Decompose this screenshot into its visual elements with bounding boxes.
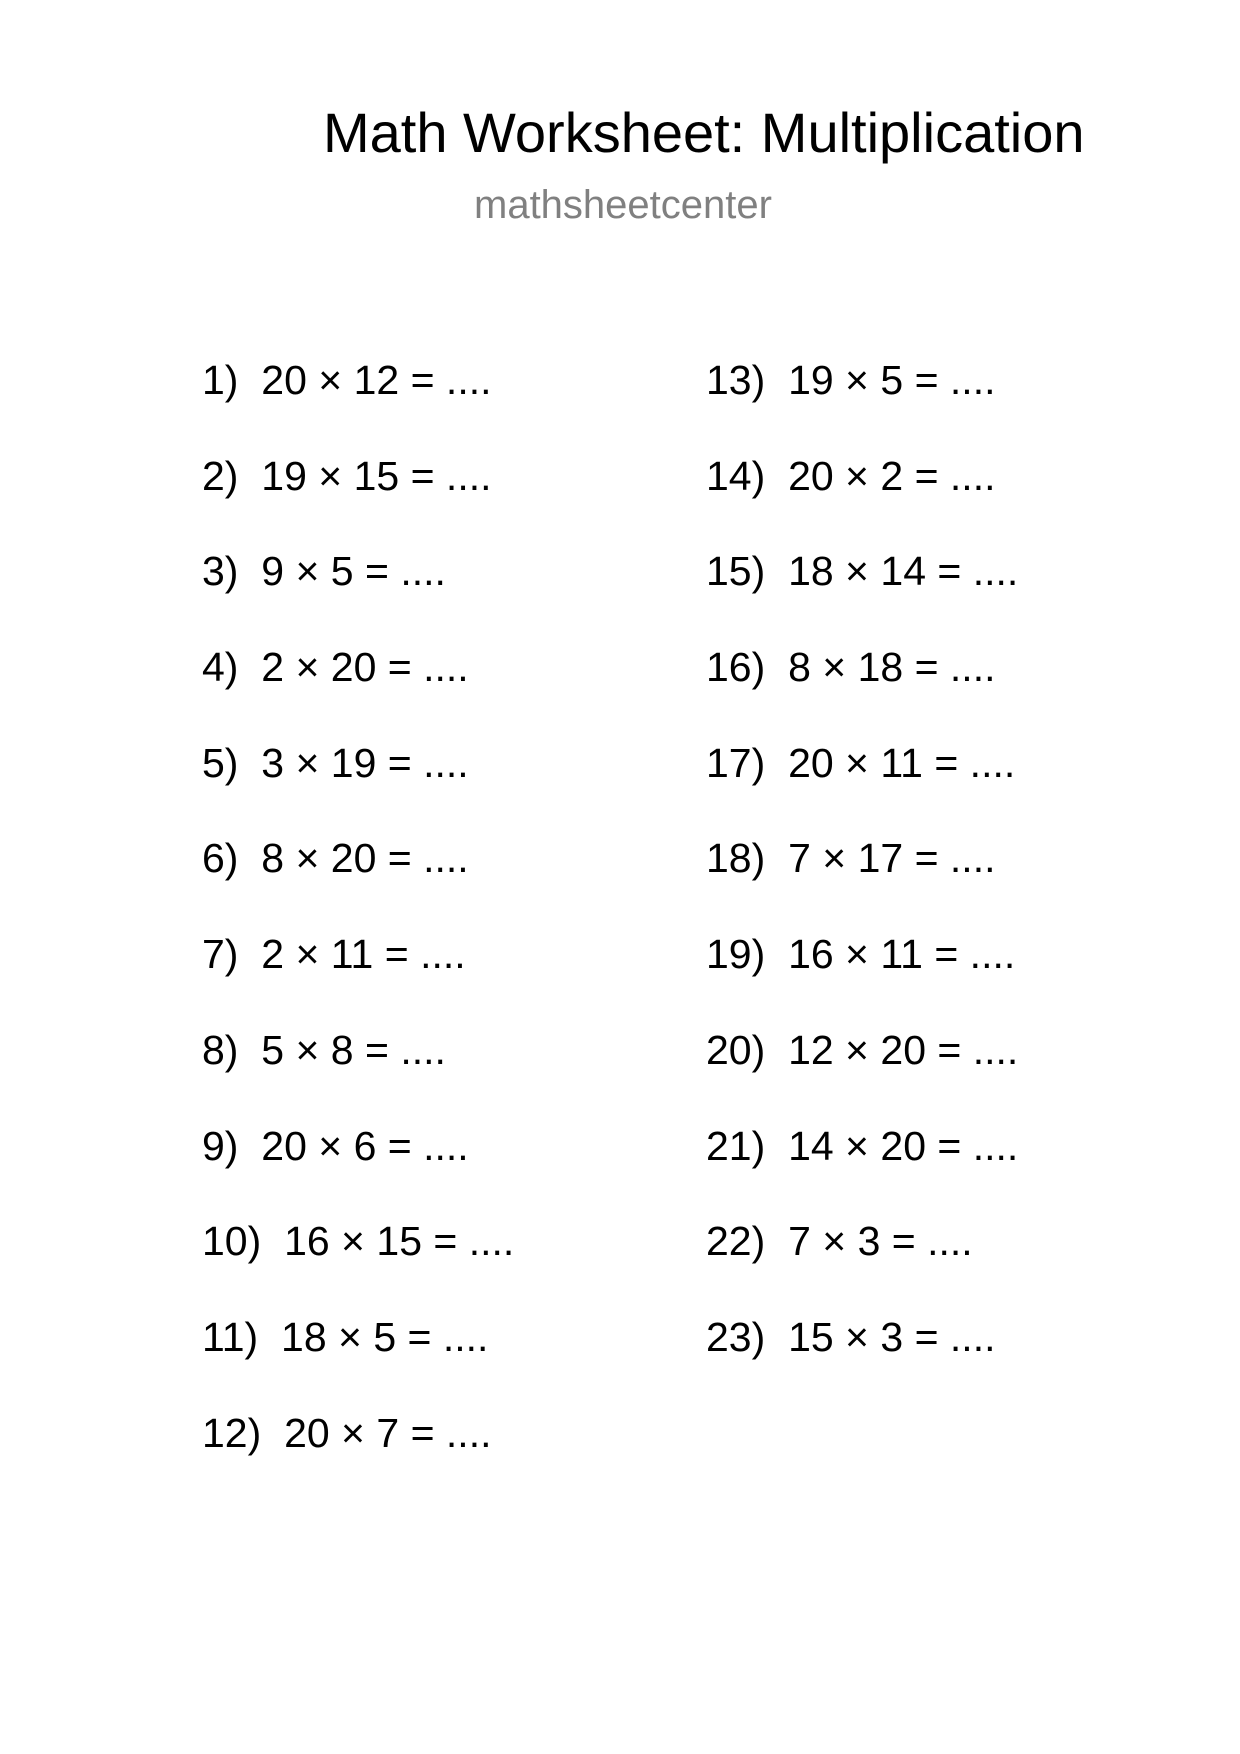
problem-item xyxy=(202,1022,514,1118)
problem-item xyxy=(202,1213,514,1309)
problem-item xyxy=(706,352,1018,448)
left-problem-column xyxy=(202,352,514,1500)
problem-expression: 2 × 11 = .... xyxy=(261,931,466,978)
problem-expression: 16 × 11 = .... xyxy=(788,931,1016,978)
problem-expression: 20 × 12 = .... xyxy=(261,357,492,403)
problem-number: 11) xyxy=(202,1313,259,1360)
problem-item xyxy=(706,1309,1018,1405)
problem-number: 4) xyxy=(202,644,239,691)
problem-number: 21) xyxy=(706,1122,766,1169)
problem-item xyxy=(202,448,514,544)
problem-expression: 20 × 11 = .... xyxy=(788,739,1016,786)
problem-item xyxy=(202,1118,514,1214)
problem-number: 13) xyxy=(706,357,766,403)
problem-number: 2) xyxy=(202,452,239,499)
problem-number: 20) xyxy=(706,1026,766,1073)
problem-expression: 12 × 20 = .... xyxy=(788,1026,1019,1073)
problem-number: 14) xyxy=(706,452,766,499)
problem-item xyxy=(202,352,514,448)
problem-number: 23) xyxy=(706,1313,766,1360)
problem-number: 18) xyxy=(706,835,766,882)
problem-number: 3) xyxy=(202,548,239,595)
right-problem-column xyxy=(706,352,1018,1405)
problem-item xyxy=(202,543,514,639)
problem-item xyxy=(202,926,514,1022)
problem-number: 10) xyxy=(202,1218,262,1265)
problem-item xyxy=(202,1405,514,1501)
problem-expression: 20 × 6 = .... xyxy=(261,1122,469,1169)
problem-number: 16) xyxy=(706,644,766,691)
problem-number: 17) xyxy=(706,739,766,786)
problem-number: 5) xyxy=(202,739,239,786)
problem-expression: 7 × 17 = .... xyxy=(788,835,996,882)
problem-expression: 7 × 3 = .... xyxy=(788,1218,973,1265)
problem-item xyxy=(706,543,1018,639)
problem-item xyxy=(706,1118,1018,1214)
problem-number: 19) xyxy=(706,931,766,978)
problem-expression: 20 × 2 = .... xyxy=(788,452,996,499)
problem-number: 22) xyxy=(706,1218,766,1265)
problem-item xyxy=(202,1309,514,1405)
problem-number: 12) xyxy=(202,1409,262,1456)
problem-expression: 18 × 5 = .... xyxy=(281,1313,489,1360)
problem-number: 15) xyxy=(706,548,766,595)
problem-number: 8) xyxy=(202,1026,239,1073)
problem-number: 6) xyxy=(202,835,239,882)
problem-number: 1) xyxy=(202,357,239,403)
problem-expression: 5 × 8 = .... xyxy=(261,1026,446,1073)
problem-item xyxy=(706,448,1018,544)
problem-expression: 3 × 19 = .... xyxy=(261,739,469,786)
problem-expression: 2 × 20 = .... xyxy=(261,644,469,691)
problem-item xyxy=(706,926,1018,1022)
problem-expression: 20 × 7 = .... xyxy=(284,1409,492,1456)
problem-item xyxy=(202,735,514,831)
problem-expression: 18 × 14 = .... xyxy=(788,548,1019,595)
problem-item xyxy=(202,639,514,735)
problem-expression: 14 × 20 = .... xyxy=(788,1122,1019,1169)
problem-item xyxy=(706,1022,1018,1118)
worksheet-subtitle: mathsheetcenter xyxy=(474,183,772,227)
problem-expression: 19 × 15 = .... xyxy=(261,452,492,499)
worksheet-title: Math Worksheet: Multiplication xyxy=(323,101,1085,164)
problem-number: 9) xyxy=(202,1122,239,1169)
problem-expression: 8 × 18 = .... xyxy=(788,644,996,691)
problem-item xyxy=(706,735,1018,831)
problem-expression: 9 × 5 = .... xyxy=(261,548,446,595)
problem-item xyxy=(706,830,1018,926)
problem-item xyxy=(706,1213,1018,1309)
problem-item xyxy=(202,830,514,926)
problem-expression: 15 × 3 = .... xyxy=(788,1313,996,1360)
problem-item xyxy=(706,639,1018,735)
problem-expression: 16 × 15 = .... xyxy=(284,1218,515,1265)
problem-expression: 8 × 20 = .... xyxy=(261,835,469,882)
problem-expression: 19 × 5 = .... xyxy=(788,357,996,403)
problem-number: 7) xyxy=(202,931,239,978)
